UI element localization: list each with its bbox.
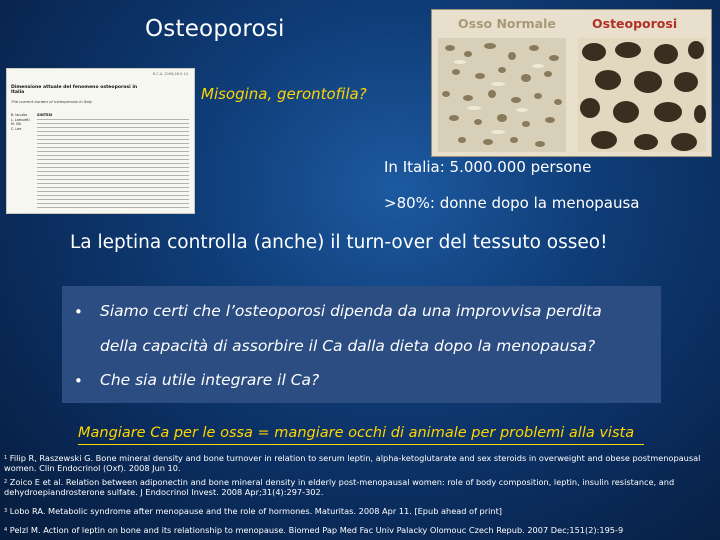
question-2: Che sia utile integrare il Ca?	[100, 371, 320, 389]
reference-4	[4, 525, 716, 535]
paper-author: C. Lee	[11, 126, 22, 131]
stat-italy-population: In Italia: 5.000.000 persone	[384, 158, 592, 176]
bone-label-osteoporosis: Osteoporosi	[592, 16, 678, 31]
leptin-statement: La leptina controlla (anche) il turn-over del tessuto osseo!	[70, 232, 608, 253]
paper-author: M. Gili	[11, 122, 22, 126]
question-1-line-1: Siamo certi che l’osteoporosi dipenda da una improvvisa perdita	[100, 302, 602, 320]
question-1-line-2: della capacità di assorbire il Ca dalla dieta dopo la menopausa?	[100, 337, 596, 355]
reference-mark: 3	[4, 508, 8, 514]
bone-label-normal: Osso Normale	[458, 16, 556, 31]
reference-1	[4, 453, 716, 473]
question-box	[62, 286, 661, 403]
reference-mark: 2	[4, 479, 8, 485]
reference-text: Lobo RA. Metabolic syndrome after menopause and the role of hormones. Maturitas. 2008 Apr 11. [Epub ahead of print]	[9, 506, 502, 516]
paper-subtitle: The current burden of osteoporosis in Italy	[11, 99, 93, 104]
paper-author: L. Lamuetti	[11, 117, 30, 122]
paper-thumbnail	[6, 68, 195, 214]
slide-title: Osteoporosi	[145, 16, 285, 42]
reference-3	[4, 506, 716, 516]
paper-title: Dimensione attuale del fenomeno osteoporosi in Italia	[11, 85, 138, 96]
paper-author: B. Ianuilio	[11, 113, 28, 117]
reference-text: Pelzl M. Action of leptin on bone and its relationship to menopause. Biomed Pap Med Fac Univ Palacky Olomouc Czech Repub. 2007 Dec;151(2):195-9	[9, 525, 624, 535]
reference-text: Filip R, Raszewski G. Bone mineral density and bone turnover in relation to serum leptin, alpha-ketoglutarate and sex steroids in overweight and obese postmenopausal women. Clin Endocrinol (Oxf). 2008 Jun 10.	[4, 453, 701, 473]
stat-postmenopausal: >80%: donne dopo la menopausa	[384, 194, 640, 212]
reference-mark: 1	[4, 455, 8, 461]
reference-mark: 4	[4, 527, 8, 533]
mangiare-underline	[78, 444, 644, 445]
paper-authors	[11, 113, 31, 131]
osteoporotic-bone-picture	[578, 38, 706, 152]
reference-text: Zoico E et al. Relation between adiponectin and bone mineral density in elderly post-menopausal women: role of body composition, leptin, insulin resistance, and dehydroepiandrosterone sulfate. J Endocrinol Invest. 2008 Apr;31(4):297-302.	[4, 477, 675, 497]
subtitle: Misogina, gerontofila?	[201, 85, 367, 103]
paper-abstract-heading: SINTESI	[37, 113, 53, 117]
paper-body-text	[37, 119, 189, 209]
reference-2	[4, 477, 716, 497]
mangiare-statement: Mangiare Ca per le ossa = mangiare occhi di animale per problemi alla vista	[78, 425, 635, 441]
bone-comparison-image	[431, 9, 712, 157]
bullet-marker: •	[74, 303, 83, 321]
normal-bone-picture	[438, 38, 566, 152]
paper-ref: R.C.A. 2006;28:3-14	[152, 72, 188, 76]
bullet-marker: •	[74, 372, 83, 390]
